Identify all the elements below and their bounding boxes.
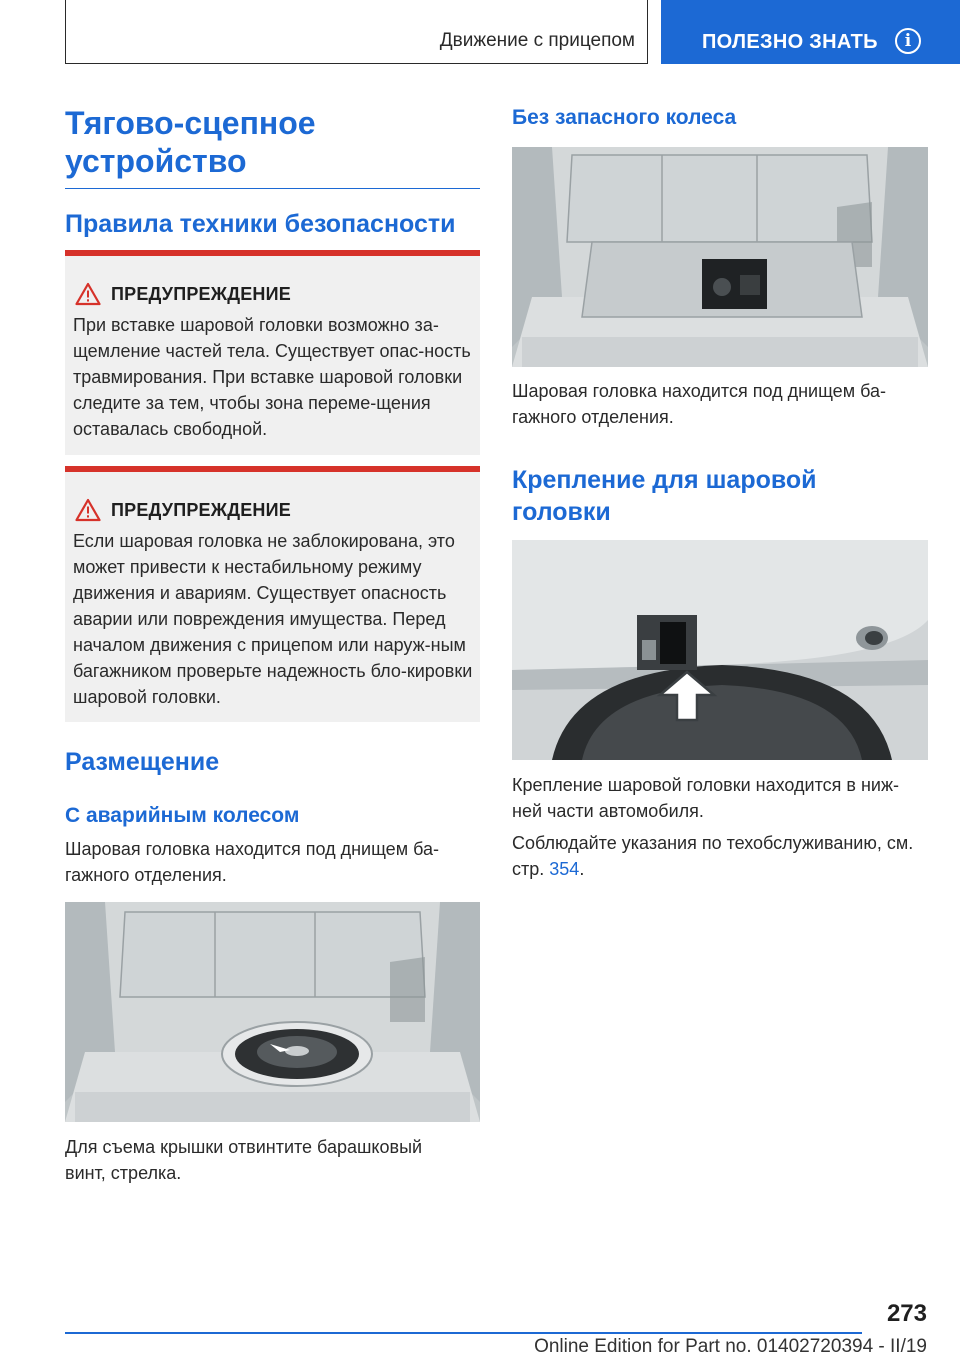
breadcrumb[interactable]: Движение с прицепом [439,30,635,51]
mount-heading: Крепление для шаровой головки [512,466,817,526]
spare-wheel-heading: С аварийным колесом [65,804,300,827]
warning-triangle-icon [75,282,101,306]
page-number: 273 [886,1300,927,1327]
service-text-prefix: Соблюдайте указания по техобслуживанию, см. стр. [512,833,914,879]
footer-edition: Online Edition for Part no. 01402720394 - II/19 [534,1336,927,1357]
safety-heading: Правила техники безопасности [65,210,456,238]
warning-label: ПРЕДУПРЕЖДЕНИЕ [111,284,291,304]
trunk-no-spare-image [512,147,928,367]
trunk-spare-wheel-image [65,902,480,1122]
header-breadcrumb-box [65,0,648,64]
footer-divider [65,1332,862,1334]
no-spare-heading: Без запасного колеса [512,106,737,129]
spare-wheel-text: Шаровая головка находится под днищем ба-гажного отделения. [65,839,439,885]
no-spare-caption: Шаровая головка находится под днищем ба-гажного отделения. [512,381,886,427]
mount-text: Крепление шаровой головки находится в ниж-ней части автомобиля. [512,775,899,821]
warning-box [65,250,480,455]
ball-head-mount-image [512,540,928,760]
spare-wheel-caption: Для съема крышки отвинтите барашковый винт, стрелка. [65,1137,423,1183]
page-title: Тягово-сцепное устройство [65,104,480,189]
service-page-link[interactable]: 354 [549,859,580,879]
warning-triangle-icon [75,498,101,522]
placement-heading: Размещение [65,748,220,776]
service-text-suffix: . [579,859,585,879]
service-text [512,830,928,882]
warning-label: ПРЕДУПРЕЖДЕНИЕ [111,500,291,520]
tab-label: ПОЛЕЗНО ЗНАТЬ [702,31,878,53]
warning-box [65,466,480,722]
warning-text: При вставке шаровой головки возможно за-щемление частей тела. Существует опас-ность травмирования. При вставке шаровой головки следите за тем, чтобы зона переме-щения оставалась свободной. [73,315,471,439]
info-icon: i [895,28,921,54]
warning-text: Если шаровая головка не заблокирована, это может привести к нестабильному режиму движения и авариям. Существует опасность аварии или повреждения имущества. Перед началом движения с прицепом или наруж-ным багажником проверьте надежность бло-кировки шаровой головки. [73,531,473,707]
tab-useful-info[interactable] [661,0,960,64]
